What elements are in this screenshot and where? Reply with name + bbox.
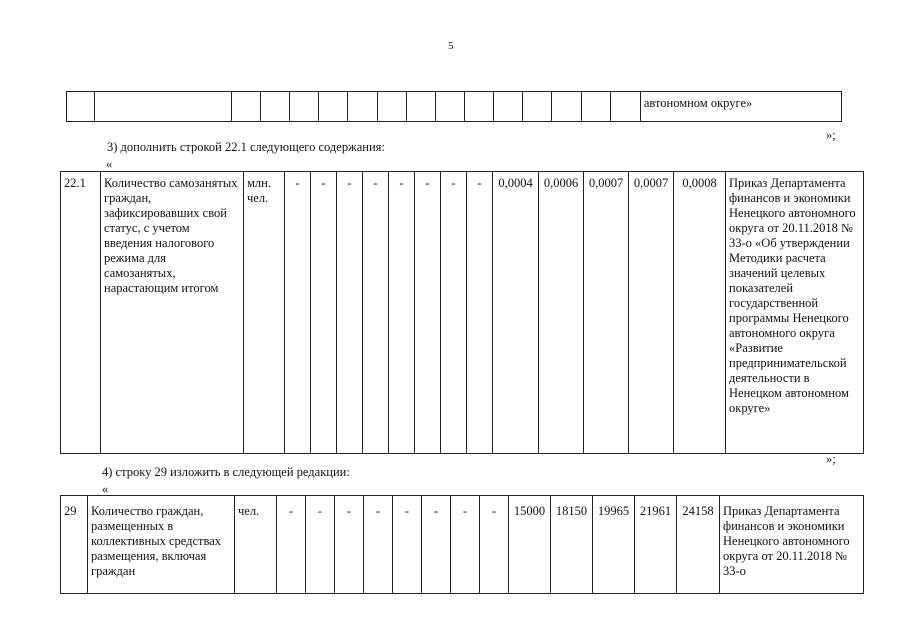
table-cell	[552, 92, 581, 122]
dash-cell: -	[364, 496, 393, 594]
dash-cell: -	[389, 172, 415, 454]
dash-cell: -	[480, 496, 509, 594]
opening-quote: «	[106, 157, 113, 171]
opening-quote: «	[102, 482, 109, 496]
dash-cell: -	[415, 172, 441, 454]
row-number: 29	[61, 496, 88, 594]
dash-cell: -	[441, 172, 467, 454]
source-cell: автономном округе»	[640, 92, 841, 122]
value-cell: 0,0008	[674, 172, 726, 454]
value-cell: 0,0006	[539, 172, 584, 454]
table-cell	[348, 92, 377, 122]
value-cell: 0,0007	[584, 172, 629, 454]
table-row	[67, 92, 842, 122]
row-29-table	[60, 495, 864, 594]
table-cell	[319, 92, 348, 122]
table-cell	[290, 92, 319, 122]
value-cell: 21961	[635, 496, 677, 594]
unit-cell: млн. чел.	[244, 172, 285, 454]
amendment-item-3: 3) дополнить строкой 22.1 следующего содержания:	[107, 140, 385, 154]
dash-cell: -	[306, 496, 335, 594]
value-cell: 0,0004	[493, 172, 539, 454]
dash-cell: -	[335, 496, 364, 594]
source-cell: Приказ Департамента финансов и экономики Ненецкого автономного округа от 20.11.2018 № 33-о «Об утверждении Методики расчета значений целевых показателей государственной программы Ненецкого автономного округа «Развитие предпринимательской деятельности в Ненецком автономном округе»	[726, 172, 864, 454]
dash-cell: -	[363, 172, 389, 454]
table-cell	[406, 92, 435, 122]
value-cell: 0,0007	[629, 172, 674, 454]
table-cell	[67, 92, 95, 122]
table-cell	[377, 92, 406, 122]
value-cell: 19965	[593, 496, 635, 594]
value-cell: 24158	[677, 496, 720, 594]
continued-table	[66, 91, 842, 122]
closing-quote: »;	[826, 452, 836, 466]
table-row	[61, 172, 864, 454]
table-cell	[610, 92, 640, 122]
indicator-name: Количество граждан, размещенных в коллективных средствах размещения, включая граждан	[88, 496, 235, 594]
table-cell	[523, 92, 552, 122]
dash-cell: -	[311, 172, 337, 454]
table-cell	[435, 92, 464, 122]
indicator-name: Количество самозанятых граждан, зафиксировавших свой статус, с учетом введения налогового режима для самозанятых, нарастающим итогом	[101, 172, 244, 454]
page-number: 5	[448, 40, 454, 52]
dash-cell: -	[337, 172, 363, 454]
dash-cell: -	[451, 496, 480, 594]
table-cell	[260, 92, 289, 122]
row-22-1-table	[60, 171, 864, 454]
table-cell	[464, 92, 493, 122]
source-cell: Приказ Департамента финансов и экономики Ненецкого автономного округа от 20.11.2018 № 33-о	[720, 496, 864, 594]
dash-cell: -	[277, 496, 306, 594]
closing-quote: »;	[826, 128, 836, 142]
table-row	[61, 496, 864, 594]
amendment-item-4: 4) строку 29 изложить в следующей редакции:	[102, 465, 350, 479]
value-cell: 18150	[551, 496, 593, 594]
dash-cell: -	[467, 172, 493, 454]
row-number: 22.1	[61, 172, 101, 454]
value-cell: 15000	[509, 496, 551, 594]
unit-cell: чел.	[235, 496, 277, 594]
dash-cell: -	[285, 172, 311, 454]
dash-cell: -	[393, 496, 422, 594]
table-cell	[95, 92, 232, 122]
table-cell	[581, 92, 610, 122]
table-cell	[494, 92, 523, 122]
table-cell	[231, 92, 260, 122]
dash-cell: -	[422, 496, 451, 594]
